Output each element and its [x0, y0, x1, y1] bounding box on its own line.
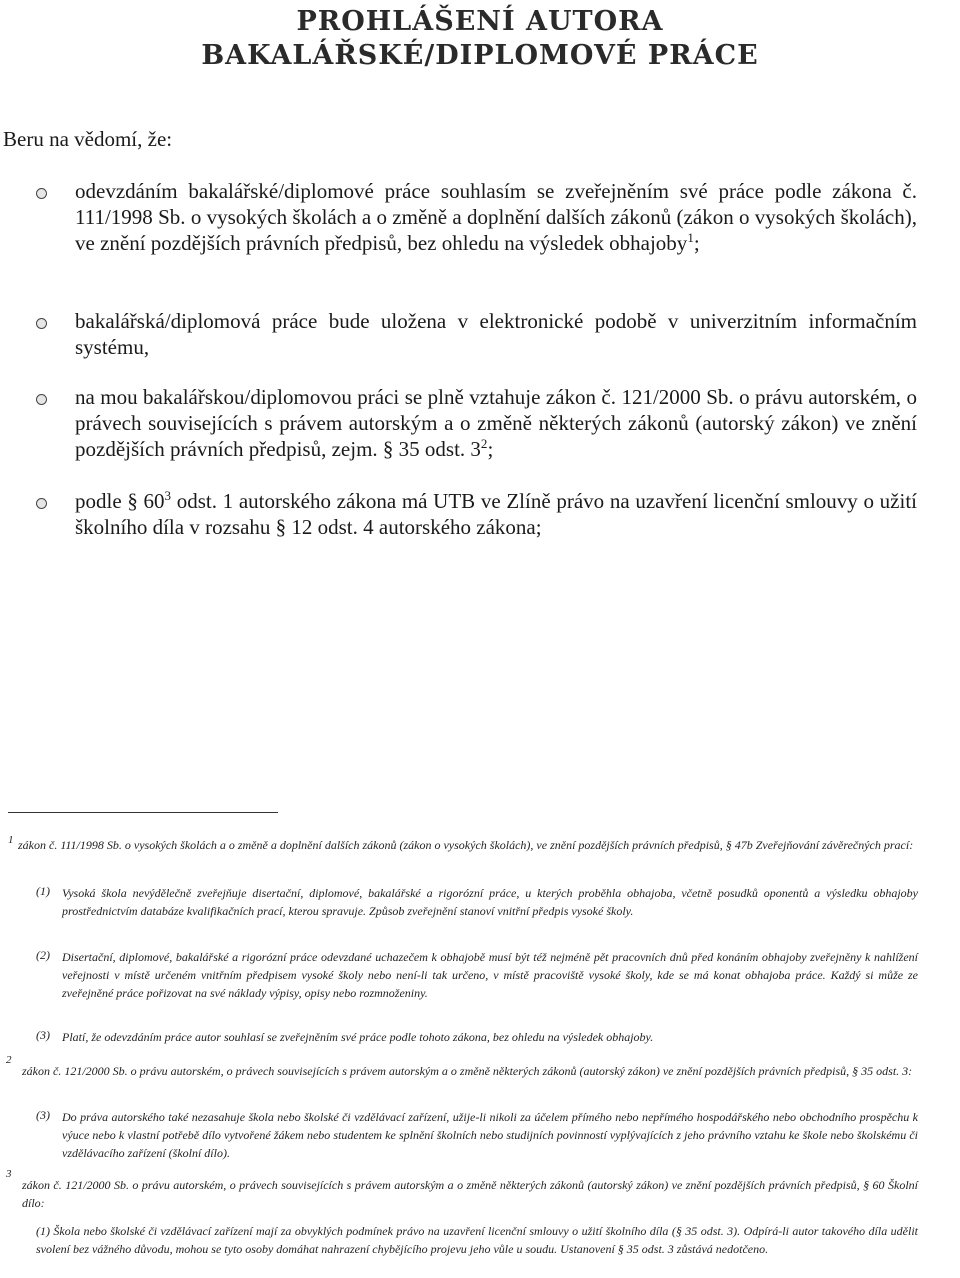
footnote-item-number: (1) [36, 884, 50, 898]
footnote-mark: 3 [6, 1168, 12, 1180]
list-item [75, 308, 917, 360]
footnote-ref: 2 [480, 436, 488, 451]
footnote-1-heading: zákon č. 111/1998 Sb. o vysokých školách a o změně a doplnění dalších zákonů (zákon o vysokých školách), ve znění pozdějších právních předpisů, § 47b Zveřejňování závěrečných prací: [18, 838, 914, 852]
bullet-icon [36, 318, 47, 329]
footnote-2-heading: zákon č. 121/2000 Sb. o právu autorském, o právech souvisejících s právem autorským a o změně některých zákonů (autorský zákon) ve znění pozdějších právních předpisů, § 35 odst. 3: [22, 1064, 913, 1078]
footnote-item-number: (3) [36, 1028, 50, 1042]
footnote-1-item-2: Disertační, diplomové, bakalářské a rigorózní práce odevzdané uchazečem k obhajobě musí být též nejméně pět pracovních dnů před konáním obhajoby zveřejněny k nahlížení veřejnosti v místě určeném vnitřním předpisem vysoké školy nebo není-li tak určeno, v místě pracoviště vysoké školy, kde se má konat obhajoba práce. Každý si může ze zveřejněné práce pořizovat na své náklady výpisy, opisy nebo rozmnoženiny. [62, 950, 918, 1000]
footnote-2-item-1: Do práva autorského také nezasahuje škola nebo školské či vzdělávací zařízení, užije-li nikoli za účelem přímého nebo nepřímého hospodářského nebo obchodního prospěchu k výuce nebo k vlastní potřebě dílo vytvořené žákem nebo studentem ke splnění školních nebo studijních povinností vyplývajících z jeho právního vztahu ke škole nebo školskému či vzdělávacího zařízení (školní dílo). [62, 1110, 918, 1160]
footnote-ref: 3 [164, 488, 172, 503]
list-item-text: na mou bakalářskou/diplomovou práci se plně vztahuje zákon č. 121/2000 Sb. o právu autorském, o právech souvisejících s právem autorským a o změně některých zákonů (autorský zákon) ve znění pozdějších právních předpisů, zejm. § 35 odst. 3 [75, 385, 917, 461]
list-item [75, 178, 917, 256]
list-item [75, 384, 917, 462]
list-item-text: podle § 60 [75, 489, 165, 513]
intro-text: Beru na vědomí, že: [3, 127, 173, 151]
bullet-icon [36, 394, 47, 405]
list-item-text: odevzdáním bakalářské/diplomové práce souhlasím se zveřejněním své práce podle zákona č. 111/1998 Sb. o vysokých školách a o změně a doplnění dalších zákonů (zákon o vysokých školách), ve znění pozdějších právních předpisů, bez ohledu na výsledek obhajoby [75, 179, 917, 255]
document-title-line-2: BAKALÁŘSKÉ/DIPLOMOVÉ PRÁCE [201, 40, 759, 71]
footnote-item-number: (3) [36, 1108, 50, 1122]
list-item-text-end: ; [487, 437, 494, 461]
list-item-text-end: odst. 1 autorského zákona má UTB ve Zlíně právo na uzavření licenční smlouvy o užití školního díla v rozsahu § 12 odst. 4 autorského zákona; [75, 489, 918, 539]
footnote-separator [8, 812, 278, 813]
footnote-mark: 1 [8, 834, 14, 846]
footnote-3-heading: zákon č. 121/2000 Sb. o právu autorském, o právech souvisejících s právem autorským a o změně některých zákonů (autorský zákon) ve znění pozdějších právních předpisů, § 60 Školní dílo: [22, 1178, 918, 1210]
list-item-text-end: ; [693, 231, 700, 255]
list-item-text: bakalářská/diplomová práce bude uložena v elektronické podobě v univerzitním informačním systému, [75, 309, 917, 359]
footnote-3-item-1: (1) Škola nebo školské či vzdělávací zařízení mají za obvyklých podmínek právo na uzavření licenční smlouvy o užití školního díla (§ 35 odst. 3). Odpírá-li autor takového díla udělit svolení bez vážného důvodu, mohou se tyto osoby domáhat nahrazení chybějícího projevu jeho vůle u soudu. Ustanovení § 35 odst. 3 zůstává nedotčeno. [36, 1224, 918, 1256]
document-title-line-1: PROHLÁŠENÍ AUTORA [296, 6, 664, 37]
footnote-1-item-1: Vysoká škola nevýdělečně zveřejňuje disertační, diplomové, bakalářské a rigorózní práce, u kterých proběhla obhajoba, včetně posudků oponentů a výsledku obhajoby prostřednictvím databáze kvalifikačních prací, kterou spravuje. Způsob zveřejnění stanoví vnitřní předpis vysoké školy. [62, 886, 918, 918]
bullet-icon [36, 498, 47, 509]
bullet-icon [36, 188, 47, 199]
list-item [75, 488, 917, 540]
footnote-mark: 2 [6, 1054, 12, 1066]
footnote-item-number: (2) [36, 948, 50, 962]
footnote-1-item-3: Platí, že odevzdáním práce autor souhlasí se zveřejněním své práce podle tohoto zákona, bez ohledu na výsledek obhajoby. [62, 1030, 654, 1044]
footnote-ref: 1 [687, 230, 694, 245]
